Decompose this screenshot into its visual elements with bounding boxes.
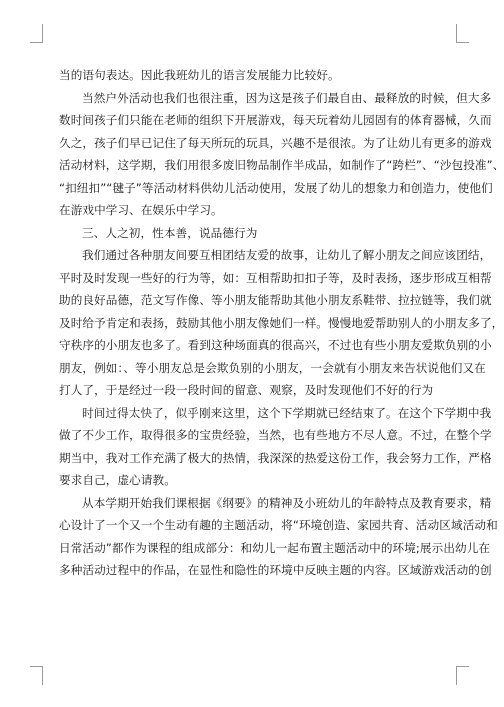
text-line: 做了不少工作，取得很多的宝贵经验，当然，也有些地方不尽人意。不过，在整个学 [59, 428, 492, 442]
document-body [59, 64, 504, 582]
text-line: “扣纽扣”“毽子”等活动材料供幼儿活动使用，发展了幼儿的想象力和创造力，使他们 [59, 180, 493, 195]
crop-mark-top-right [456, 24, 469, 43]
text-line: 期当中，我对工作充满了极大的热情，我深深的热爱这份工作，我会努力工作，严格 [59, 450, 492, 465]
text-line: 要求自己，虚心请教。 [59, 473, 176, 487]
text-line: 活动材料，这学期，我们用很多废旧物品制作半成品，如制作了“跨栏”、“沙包投准”、 [59, 158, 504, 172]
text-line: 朋友，例如：、等小朋友总是会欺负别的小朋友，一会就有小朋友来告状说他们又在 [59, 360, 486, 375]
text-line: 日常活动”都作为课程的组成部分：和幼儿一起布置主题活动中的环境;展示出幼儿在 [59, 540, 491, 555]
text-line: 心设计了一个又一个生动有趣的主题活动，将“环境创造、家园共育、活动区域活动和 [59, 518, 498, 532]
text-line: 我们通过各种朋友间要互相团结友爱的故事，让幼儿了解小朋友之间应该团结， [82, 248, 492, 262]
text-line: 及时给予肯定和表扬，鼓励其他小朋友像她们一样。慢慢地爱帮助别人的小朋友多了， [59, 315, 504, 330]
text-line: 数时间孩子们只能在老师的组织下开展游戏，每天玩着幼儿园固有的体育器械，久而 [59, 113, 492, 127]
text-line: 当然户外活动也我们也很注重，因为这是孩子们最自由、最释放的时候，但大多 [82, 90, 492, 105]
text-line: 当的语句表达。因此我班幼儿的语言发展能力比较好。 [59, 68, 340, 82]
text-line: 助的良好品德，范文写作像、等小朋友能帮助其他小朋友系鞋带、拉拉链等，我们就 [59, 293, 492, 307]
crop-mark-bottom-left [30, 666, 43, 685]
crop-mark-bottom-right [456, 666, 469, 685]
section-heading: 三、人之初，性本善，说品德行为 [82, 225, 258, 240]
crop-mark-top-left [30, 24, 43, 43]
text-line: 久之，孩子们早已记住了每天所玩的玩具，兴趣不是很浓。为了让幼儿有更多的游戏 [59, 135, 492, 150]
text-line: 时间过得太快了，似乎刚来这里，这个下学期就已经结束了。在这个下学期中我 [82, 405, 492, 420]
text-line: 打人了，于是经过一段一段时间的留意、观察，及时发现他们不好的行为 [59, 383, 434, 397]
text-line: 从本学期开始我们课根据《纲要》的精神及小班幼儿的年龄特点及教育要求，精 [82, 495, 492, 510]
text-line: 守秩序的小朋友也多了。看到这种场面真的很高兴，不过也有些小朋友爱欺负别的小 [59, 338, 492, 352]
text-line: 在游戏中学习、在娱乐中学习。 [59, 203, 223, 217]
text-line: 平时及时发现一些好的行为等，如：互相帮助扣扣子等，及时表扬，逐步形成互相帮 [59, 270, 492, 285]
text-line: 多种活动过程中的作品，在显性和隐性的环境中反映主题的内容。区域游戏活动的创 [59, 563, 492, 577]
